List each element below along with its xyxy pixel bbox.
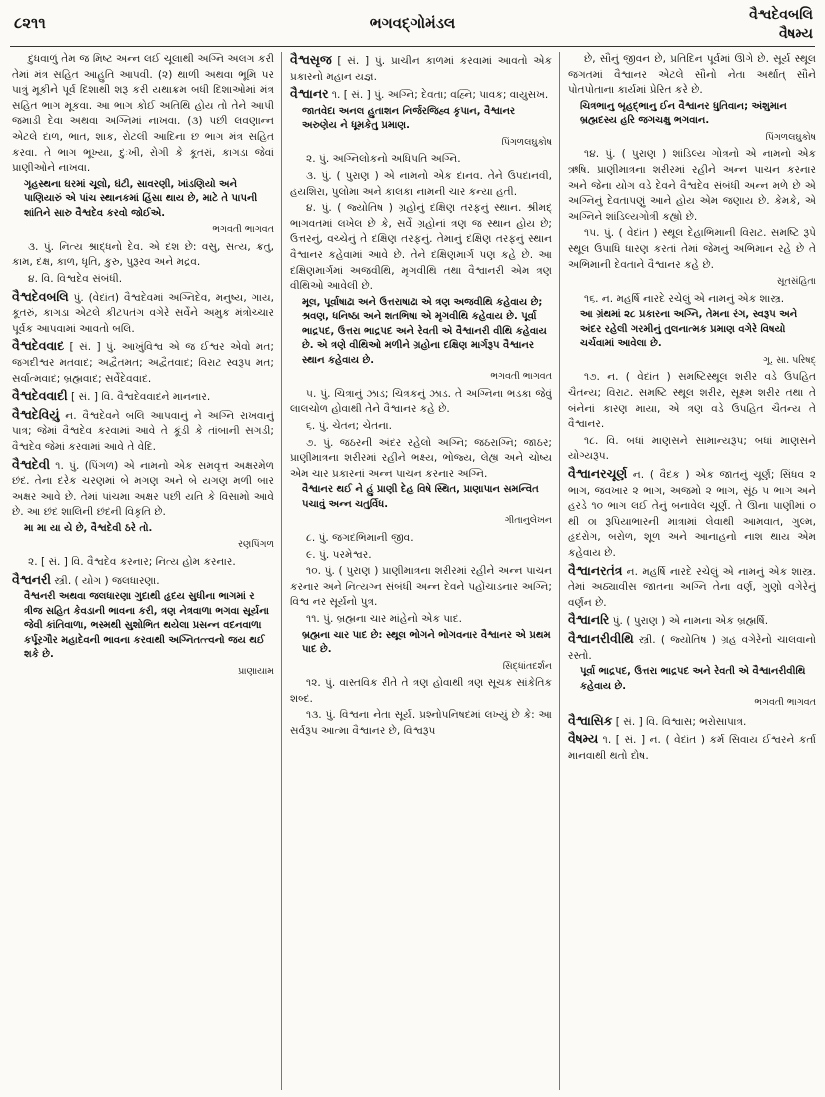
definition-text: સ્ત્રી. ( જ્યોતિષ ) ગ્રહ વગેરેનો ચાલવાનો રસ્તો. bbox=[568, 633, 816, 662]
citation-source: ભગવતી ભાગવત bbox=[212, 224, 274, 236]
dictionary-entry bbox=[12, 289, 274, 338]
sense-paragraph: ૧૩. પું. વિશ્વના નેતા સૂર્ય. પ્રશ્નોપનિષદમાં લખ્યું છે કે: આ સર્વરૂપ આત્મા વૈશ્વાનર છે, વિશ્વરૂપ bbox=[290, 709, 552, 737]
quotation: મૂલ, પૂર્વાષાઢા અને ઉત્તરાષાઢા એ ત્રણ અજવીથિ કહેવાય છે; શ્રવણ, ધનિષ્ઠા અને શતભિષા એ મૃગવીથિ કહેવાય છે. પૂર્વા ભાદ્રપદ, ઉત્તરા ભાદ્રપદ અને રેવતી એ વૈશ્વાનરી વીથિ કહેવાય છે. એ ત્રણે વીથિઓ મળીને ગ્રહોના દક્ષિણ માર્ગરૂપ વૈશ્વાનર સ્થાન કહેવાય છે. bbox=[302, 296, 547, 366]
sense-paragraph: ૧૬. ન. મહર્ષિ નારદે રચેલું એ નામનું એક શાસ્ત્ર. bbox=[584, 292, 785, 305]
sense-paragraph: દુધવાળું તેમ જ મિષ્ટ અન્ન લઈ ચૂલાથી અગ્નિ અલગ કરી તેમાં મંત્ર સહિત આહુતિ આપવી. (૨) થાળી અથવા ભૂમિ પર પાત્રું મૂકીને પૂર્વ દિશાથી શરૂ કરી યથાક્રમ બધી દિશાઓમાં મંત્ર સહિત ભાગ મૂકવા. આ ભાગ કોઈ અતિથિ હોય તો તેને આપી જમાડી દેવા અથવા અગ્નિમાં નાખવા. (૩) પછી લવણાન્ન એટલે દાળ, ભાત, શાક, રોટલી આદિના છ ભાગ મંત્ર સહિત કરવા. તે ભાગ ભૂખ્યા, દુઃખી, રોગી કે કૂતરાં, કાગડા જેવાં પ્રાણીઓને નાખવા. bbox=[12, 53, 274, 175]
citation-source: ગીતાનુલેખન bbox=[504, 515, 552, 527]
citation-source: પિંગળલઘુકોષ bbox=[765, 131, 816, 143]
citation-source: રણપિંગળ bbox=[238, 539, 274, 551]
citation-source: સિદ્ધાંતદર્શન bbox=[502, 660, 552, 672]
headword: વૈશ્વદેવી bbox=[12, 456, 50, 472]
quotation: પૂર્વા ભાદ્રપદ, ઉત્તરા ભાદ્રપદ અને રેવતી એ વૈશ્વાનરીવીથિ કહેવાય છે. bbox=[580, 666, 806, 692]
sense-paragraph: ૧૪. પું. ( પુરાણ ) શાંડિલ્ય ગોત્રનો એ નામનો એક ઋષિ. પ્રાણીમાત્રના શરીરમાં રહીને અન્ન પાચન કરનાર અને જેના યોગ વડે દેવને વૈશ્વદેવ સંબંધી અન્ન મળે છે એ અગ્નિનું દેવતાપણું આને હોય એમ જણાય છે. કેમકે, એ અગ્નિને શાંડિલ્યગોત્રી કહ્યો છે. bbox=[568, 148, 816, 223]
sense-paragraph: ૧૫. પું. ( વેદાંત ) સ્થૂલ દેહાભિમાની વિરાટ. સમષ્ટિ રૂપે સ્થૂલ ઉપાધિ ધારણ કરતાં તેમાં જેમનું અભિમાન રહે છે તે અભિમાની દેવતાને વૈશ્વાનર કહે છે. bbox=[568, 227, 816, 271]
page-title: ભગવદ્ગોમંડલ bbox=[369, 14, 456, 32]
headword: વૈશ્વદેવવાદ bbox=[12, 338, 65, 354]
citation-source: સૂતસંહિતા bbox=[776, 276, 816, 288]
definition-text: ૧. [ સં. ] ન. ( વેદાંત ) કર્મ સિવાય ઈશ્વરને કર્તા માનવાથી થતો દોષ. bbox=[568, 734, 816, 762]
dictionary-entry bbox=[12, 388, 274, 406]
headword: વૈષમ્ય bbox=[568, 731, 599, 747]
definition-text: ૧. [ સં. ] પું. અગ્નિ; દેવતા; વહ્નિ; પાવક; વાયુસખ. bbox=[328, 89, 549, 102]
quotation: બ્રહ્મના ચાર પાદ છે: સ્થૂલ ભોગને ભોગવનાર વૈશ્વાનર એ પ્રથમ પાદ છે. bbox=[302, 629, 551, 656]
sense-paragraph: ૧૭. ન. ( વેદાંત ) સમષ્ટિસ્થૂલ શરીર વડે ઉપહિત ચૈતન્ય; વિરાટ. સમષ્ટિ સ્થૂલ શરીર, સૂક્ષ્મ શરીર તથા તે બંનેનાં કારણ માયા, એ ત્રણ વડે ઉપહિત ચૈતન્ય તે વૈશ્વાનર. bbox=[568, 371, 816, 431]
dictionary-entry bbox=[568, 731, 816, 764]
guide-words bbox=[749, 6, 813, 44]
definition-text: ન. મહર્ષિ નારદે રચેલું એ નામનું એક શાસ્ત્ર. તેમાં અઠ્યાવીસ જાતના અગ્નિ તેના વર્ણ, ગુણો વગેરેનું વર્ણન છે. bbox=[568, 565, 816, 609]
citation-source: પિંગળલઘુકોષ bbox=[501, 136, 552, 148]
citation-source: પ્રાણાયામ bbox=[238, 665, 274, 677]
definition-text: પું. (વેદાંત) વૈશ્વદેવમાં અગ્નિદેવ, મનુષ્ય, ગાય, કૂતરું, કાગડા એટલે કીટપતંગ વગેરે સર્વેને અમુક મંત્રોચ્ચાર પૂર્વક આપવામાં આવતો બલિ. bbox=[12, 291, 274, 335]
definition-text: [ સં. ] વિ. વિશ્વાસ; ભરોસાપાત્ર. bbox=[612, 715, 747, 728]
sense-paragraph: છે, સૌનું જીવન છે, પ્રતિદિન પૂર્વમાં ઊગે છે. સૂર્ય સ્થૂલ જગતમાં વૈશ્વાનર એટલે સૌનો નેતા અર્થાત્ સૌને પોતપોતાના કાર્યમાં પ્રેરિત કરે છે. bbox=[568, 53, 816, 97]
header-rule bbox=[10, 46, 815, 47]
guide-word-last: વૈષમ્ય bbox=[778, 26, 813, 42]
quotation: વૈશ્વનરી અથવા જલધારણા ગુદાથી હૃદય સુધીના ભાગમાં ર ત્રીજ સહિત કેવડાની ભાવના કરી, ત્રણ નેત્રવાળા ભગવા સૂર્યના જેવી કાંતિવાળા, ભસ્મથી સુશોભિત થયેલા પ્રસન્ન વદનવાળા કર્પૂરગૌર મહાદેવની ભાવના કરવાથી અગ્નિતત્ત્વનો જય થઈ શકે છે. bbox=[24, 591, 270, 661]
headword: વૈશ્વાનરચૂર્ણ bbox=[568, 465, 628, 481]
dictionary-entry bbox=[568, 466, 816, 562]
definition-text: [ સં. ] પું. પ્રાચીન કાળમાં કરવામાં આવતો એક પ્રકારનો મહાન યજ્ઞ. bbox=[290, 55, 552, 83]
sense-paragraph: ૧૨. પું. વાસ્તવિક રીતે તે ત્રણ હોવાથી ત્રણ સૂચક સાંકેતિક શબ્દ. bbox=[290, 677, 552, 705]
sense-paragraph: ૮. પું. જગદભિમાની જીવ. bbox=[306, 531, 414, 544]
headword: વૈશ્વાનરતંત્ર bbox=[568, 562, 623, 578]
definition-text: સ્ત્રી. ( યોગ ) જલધારણા. bbox=[50, 574, 160, 587]
column-left bbox=[12, 52, 274, 1092]
headword: વૈશ્વાનર bbox=[290, 86, 329, 102]
sense-paragraph: ૬. પું. ચેતન; ચેતના. bbox=[306, 420, 392, 432]
column-right bbox=[568, 52, 816, 1092]
definition-text: ૧. પું. (પિંગળ) એ નામનો એક સમવૃત્ત અક્ષરમેળ છંદ. તેના દરેક ચરણમાં બે મગણ અને બે યગણ મળી બાર અક્ષર આવે છે. તેમાં પાંચમા અક્ષર પછી યતિ કે વિસામો આવે છે. આ છંદ શાલિની છંદની વિકૃતિ છે. bbox=[12, 459, 274, 519]
dictionary-entry bbox=[290, 86, 552, 104]
sense-paragraph: ૫. પું. ચિત્રાનું ઝાડ; ચિત્રકનું ઝાડ. તે અગ્નિના ભડકા જેવું લાલચોળ હોવાથી તેને વૈશ્વાનર કહે છે. bbox=[290, 387, 552, 416]
sense-paragraph: ૧૮. વિ. બધાં માણસને સામાન્યરૂપ; બધાં માણસને યોગ્યરૂપ. bbox=[568, 434, 816, 463]
headword: વૈશ્વાનરીવીથિ bbox=[568, 630, 634, 646]
quotation: મા મા યા યે છે, વૈશ્વદેવી ઠરે તો. bbox=[24, 522, 153, 534]
quotation: જાતવેદા અનલ હુતાશન નિર્જરજિહ્વ કૃપાન, વૈશ્વાનર અરુણેય ને ધૂમકેતુ પ્રમાણ. bbox=[302, 105, 516, 132]
dictionary-entry bbox=[290, 52, 552, 85]
sense-paragraph: ૧૧. પું. બ્રહ્મના ચાર માંહેનો એક પાદ. bbox=[306, 612, 463, 625]
column-divider bbox=[559, 52, 560, 1090]
dictionary-entry bbox=[12, 457, 274, 521]
headword: વૈશ્વાસિક bbox=[568, 712, 613, 728]
citation-source: ભગવતી ભાગવત bbox=[490, 371, 552, 383]
quotation: ચિત્રભાનુ બૃહદ્ભાનુ ઈન વૈશ્વાનર ધુતિવાન; અંશુમાન બ્રહ્મદસ્ય હરિ જગચક્ષુ ભગવાન. bbox=[580, 100, 787, 127]
column-middle bbox=[290, 52, 552, 1092]
dictionary-entry bbox=[568, 612, 816, 630]
definition-text: ન. વૈશ્વદેવને બલિ આપવાનું ને અગ્નિ રાખવાનું પાત્ર; જેમાં વૈશ્વદેવ કરવામાં આવે તે કૂંડી કે તાંબાની સગડી; વૈશ્વદેવ જેમાં કરવામાં આવે તે વેદિ. bbox=[12, 409, 274, 453]
page-header bbox=[0, 0, 825, 44]
quotation: આ ગ્રંથમાં ૨૮ પ્રકારના અગ્નિ, તેમના રંગ, સ્વરૂપ અને અંદર રહેલી ગરમીનું તુલનાત્મક પ્રમાણ વગેરે વિષયો ચર્ચવામાં આવેલા છે. bbox=[580, 309, 798, 350]
dictionary-entry bbox=[12, 338, 274, 387]
dictionary-entry bbox=[568, 631, 816, 664]
sense-paragraph: ૩. પું. ( પુરાણ ) એ નામનો એક દાનવ. તેને ઉપદાનવી, હયશિરા, પુલોમા અને કાલકા નામની ચાર કન્યા હતી. bbox=[290, 169, 552, 198]
sense-paragraph: ૩. પું. નિત્ય શ્રાદ્ધનો દેવ. એ દશ છે: વસુ, સત્ય, ક્રતુ, કામ, દક્ષ, કાળ, ધૃતિ, કુરુ, પુરૂરવ અને મદ્રવ. bbox=[12, 240, 274, 269]
sense-paragraph: ૭. પું. જઠરની અંદર રહેલો અગ્નિ; જઠરાગ્નિ; જાઠર; પ્રાણીમાત્રના શરીરમાં રહીને ભક્ષ્ય, ભોજ્ય, લેહ્ય અને ચોષ્ય એમ ચાર પ્રકારનાં અન્ન પાચન કરનાર અગ્નિ. bbox=[290, 436, 552, 480]
page-number: ૮૨૧૧ bbox=[14, 14, 46, 32]
dictionary-entry bbox=[568, 713, 816, 731]
headword: વૈશ્વદેવિયું bbox=[12, 406, 60, 422]
sense-paragraph: ૯. પું. પરમેશ્વર. bbox=[306, 548, 372, 561]
headword: વૈશ્વસૃજ bbox=[290, 52, 332, 67]
citation-source: ભગવતી ભાગવત bbox=[754, 697, 816, 709]
headword: વૈશ્વનરી bbox=[12, 571, 51, 587]
sense-paragraph: ૪. વિ. વિશ્વદેવ સંબંધી. bbox=[28, 273, 123, 286]
column-divider bbox=[281, 52, 282, 1090]
sense-paragraph: ૪. પું. ( જ્યોતિષ ) ગ્રહોનું દક્ષિણ તરફનું સ્થાન. શ્રીમદ્ ભાગવતમાં લખેલ છે કે, સર્વે ગ્રહોનાં ત્રણ જ સ્થાન હોય છે; ઉત્તરનું, વચ્ચેનું તે દક્ષિણ તરફનું. તેમાનું દક્ષિણ તરફનું સ્થાન વૈશ્વાનર કહેવામાં આવે છે. તેને દક્ષિણમાર્ગ પણ કહે છે. આ દક્ષિણમાર્ગમાં અજવીથિ, મૃગવીથિ તથા વૈશ્વાનરી એમ ત્રણ વીથિઓ આવેલી છે. bbox=[290, 202, 552, 293]
sense-paragraph: ૨. [ સં. ] વિ. વૈશ્વદેવ કરનાર; નિત્ય હોમ કરનાર. bbox=[28, 556, 236, 569]
headword: વૈશ્વાનરિ bbox=[568, 612, 610, 628]
quotation: વૈશ્વાનર થઈ ને હું પ્રાણી દેહ વિષે સ્થિત, પ્રાણાપાન સમન્વિત પચાવું અન્ન ચતુર્વિધ. bbox=[302, 484, 539, 510]
dictionary-entry bbox=[12, 572, 274, 590]
guide-word-first: વૈશ્વદેવબલિ bbox=[749, 7, 813, 23]
headword: વૈશ્વદેવવાદી bbox=[12, 388, 68, 404]
definition-text: [ સં. ] વિ. વૈશ્વદેવવાદને માનનાર. bbox=[67, 391, 211, 404]
sense-paragraph: ૧૦. પું. ( પુરાણ ) પ્રાણીમાત્રના શરીરમાં રહીને અન્ન પાચન કરનાર અને નિત્યગ્ન સંબંધી અન્ન દેવને પહોંચાડનાર અગ્નિ; વિશ્વ નર સૂર્યનો પુત્ર. bbox=[290, 565, 552, 609]
definition-text: [ સં. ] પું. આખુંવિશ્વ એ જ ઈશ્વર એવો મત; જગદીશ્વર મતવાદ; અદ્વૈતમત; અદ્વૈતવાદ; વિરાટ સ્વરૂપ મત; સર્વાત્મવાદ; બ્રહ્મવાદ; સર્વેદેવવાદ. bbox=[12, 341, 274, 385]
dictionary-entry bbox=[12, 407, 274, 456]
quotation: ગૃહસ્થના ઘરમાં ચૂલો, ઘંટી, સાવરણી, ખાંડણિયો અને પાણિયારું એ પાંચ સ્થાનકમાં હિંસા થાય છે, માટે તે પાપની શાંતિને સારુ વૈશ્વદેવ કરવો જોઈએ. bbox=[24, 178, 258, 219]
definition-text: પું. ( પુરાણ ) એ નામના એક બ્રહ્મર્ષિ. bbox=[609, 615, 769, 628]
sense-paragraph: ૨. પું. અગ્નિલોકનો અધિપતિ અગ્નિ. bbox=[306, 153, 461, 166]
dictionary-entry bbox=[568, 563, 816, 612]
citation-source: ગૂ. સા. પરિષદ્ bbox=[763, 354, 816, 366]
headword: વૈશ્વદેવબલિ bbox=[12, 288, 69, 304]
definition-text: ન. ( વૈદક ) એક જાતનું ચૂર્ણ; સિંધવ ૨ ભાગ, જવખાર ૨ ભાગ, અજમો ૨ ભાગ, સૂંઠ ૫ ભાગ અને હરડે ૧૦ ભાગ લઈ તેનું બનાવેલ ચૂર્ણ. તે ઊના પાણીમાં ૦ થી ૦ા રૂપિયાભારની માત્રામાં લેવાથી આમવાત, ગુલ્મ, હૃદરોગ, બરોળ, શૂળ અને આનાહનો નાશ થાય એમ કહેવાય છે. bbox=[568, 468, 816, 559]
